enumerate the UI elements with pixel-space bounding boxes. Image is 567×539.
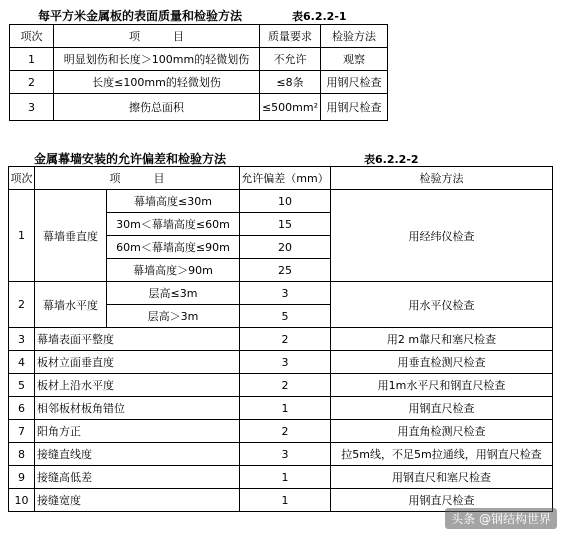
row-method: 用钢直尺和塞尺检查 (331, 466, 553, 489)
row-condition: 幕墙高度＞90m (107, 259, 240, 282)
row-deviation: 1 (240, 489, 331, 512)
row-item: 接缝高低差 (35, 466, 240, 489)
row-method: 观察 (321, 48, 388, 71)
row-item: 长度≤100mm的轻微划伤 (54, 71, 260, 94)
table-row (10, 71, 388, 94)
table-row (9, 374, 553, 397)
row-no: 3 (10, 94, 54, 121)
row-item: 接缝直线度 (35, 443, 240, 466)
table1-header-cell: 项 目 (54, 25, 260, 48)
table2-header-cell: 项 目 (35, 167, 240, 190)
row-condition: 60m＜幕墙高度≤90m (107, 236, 240, 259)
table1-title: 每平方米金属板的表面质量和检验方法 (38, 9, 243, 23)
row-no: 1 (10, 48, 54, 71)
table2 (8, 166, 553, 512)
row-deviation: 2 (240, 328, 331, 351)
watermark: 头条 @钢结构世界 (445, 508, 557, 529)
table-row (10, 48, 388, 71)
row-item: 幕墙垂直度 (35, 190, 107, 282)
table2-title: 金属幕墙安装的允许偏差和检验方法 (34, 152, 227, 166)
table1-header-row (10, 25, 388, 48)
row-method: 用钢直尺检查 (331, 397, 553, 420)
row-no: 2 (10, 71, 54, 94)
row-condition: 幕墙高度≤30m (107, 190, 240, 213)
table-row (9, 443, 553, 466)
row-deviation: 15 (240, 213, 331, 236)
row-method: 拉5m线，不足5m拉通线，用钢直尺检查 (331, 443, 553, 466)
row-item: 接缝宽度 (35, 489, 240, 512)
row-method: 用钢尺检查 (321, 94, 388, 121)
table2-header-cell: 项次 (9, 167, 35, 190)
row-deviation: 10 (240, 190, 331, 213)
table1-header-cell: 检验方法 (321, 25, 388, 48)
table1-header-cell: 质量要求 (260, 25, 321, 48)
row-condition: 层高≤3m (107, 282, 240, 305)
table2-header-cell: 允许偏差（mm） (240, 167, 331, 190)
row-deviation: 2 (240, 420, 331, 443)
table-row (9, 282, 553, 305)
row-deviation: 2 (240, 374, 331, 397)
row-no: 10 (9, 489, 35, 512)
row-item: 板材上沿水平度 (35, 374, 240, 397)
table-row (9, 466, 553, 489)
row-no: 8 (9, 443, 35, 466)
row-method: 用经纬仪检查 (331, 190, 553, 282)
row-deviation: 5 (240, 305, 331, 328)
row-deviation: 1 (240, 466, 331, 489)
row-no: 2 (9, 282, 35, 328)
row-requirement: ≤8条 (260, 71, 321, 94)
row-method: 用2 m靠尺和塞尺检查 (331, 328, 553, 351)
row-item: 幕墙表面平整度 (35, 328, 240, 351)
row-deviation: 20 (240, 236, 331, 259)
row-item: 擦伤总面积 (54, 94, 260, 121)
row-condition: 30m＜幕墙高度≤60m (107, 213, 240, 236)
row-no: 9 (9, 466, 35, 489)
row-requirement: 不允许 (260, 48, 321, 71)
row-no: 3 (9, 328, 35, 351)
table-row (9, 190, 553, 213)
row-deviation: 25 (240, 259, 331, 282)
row-item: 明显划伤和长度＞100mm的轻微划伤 (54, 48, 260, 71)
row-no: 1 (9, 190, 35, 282)
table1-header-cell: 项次 (10, 25, 54, 48)
table2-code: 表6.2.2-2 (364, 153, 419, 166)
row-item: 阳角方正 (35, 420, 240, 443)
table1 (9, 24, 388, 121)
row-deviation: 3 (240, 282, 331, 305)
row-no: 6 (9, 397, 35, 420)
table-row (10, 94, 388, 121)
table-row (9, 397, 553, 420)
row-method: 用直角检测尺检查 (331, 420, 553, 443)
table2-header-cell: 检验方法 (331, 167, 553, 190)
row-no: 4 (9, 351, 35, 374)
row-deviation: 3 (240, 351, 331, 374)
row-deviation: 1 (240, 397, 331, 420)
table-row (9, 328, 553, 351)
row-item: 相邻板材板角错位 (35, 397, 240, 420)
row-requirement: ≤500mm² (260, 94, 321, 121)
row-deviation: 3 (240, 443, 331, 466)
row-method: 用水平仪检查 (331, 282, 553, 328)
row-no: 7 (9, 420, 35, 443)
row-method: 用钢直尺检查 (331, 489, 553, 512)
table-row (9, 420, 553, 443)
row-method: 用钢尺检查 (321, 71, 388, 94)
row-condition: 层高＞3m (107, 305, 240, 328)
row-item: 板材立面垂直度 (35, 351, 240, 374)
row-item: 幕墙水平度 (35, 282, 107, 328)
table-row (9, 351, 553, 374)
row-method: 用垂直检测尺检查 (331, 351, 553, 374)
row-method: 用1m水平尺和钢直尺检查 (331, 374, 553, 397)
row-no: 5 (9, 374, 35, 397)
table2-header-row (9, 167, 553, 190)
table1-code: 表6.2.2-1 (292, 10, 347, 23)
